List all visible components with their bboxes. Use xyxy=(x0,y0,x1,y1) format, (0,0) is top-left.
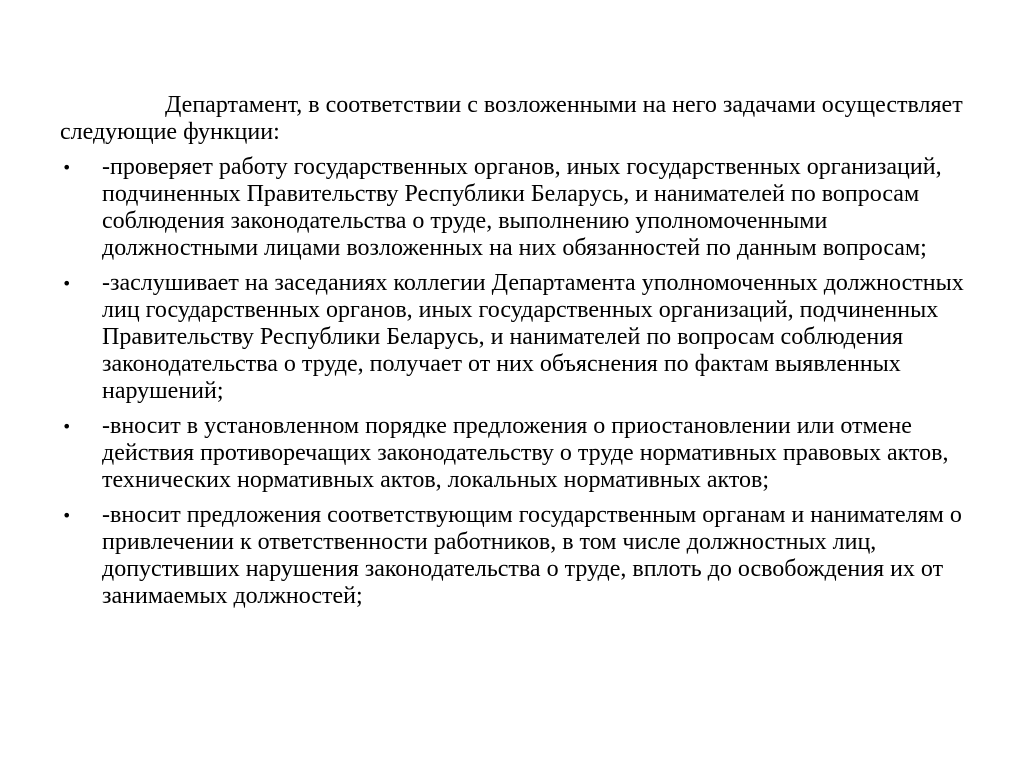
list-item-text: -вносит в установленном порядке предложения о приостановлении или отмене действия противоречащих законодательству о труде нормативных правовых актов, технических нормативных актов, локальных нормативных актов; xyxy=(102,413,949,493)
list-item-text: -проверяет работу государственных органов, иных государственных организаций, подчиненных Правительству Республики Беларусь, и нанимателей по вопросам соблюдения законодательства о труде, выполнению уполномоченными должностными лицами возложенных на них обязанностей по данным вопросам; xyxy=(102,154,942,261)
bullet-icon: • xyxy=(62,506,72,525)
list-item-text: -вносит предложения соответствующим государственным органам и нанимателям о привлечении к ответственности работников, в том числе должностных лиц, допустивших нарушения законодательства о труде, вплоть до освобождения их от занимаемых должностей; xyxy=(102,502,962,609)
list-item xyxy=(60,270,964,405)
bullet-icon: • xyxy=(62,417,72,436)
intro-paragraph: Департамент, в соответствии с возложенными на него задачами осуществляет следующие функции: xyxy=(60,92,963,145)
bullet-icon: • xyxy=(62,158,72,177)
list-item xyxy=(60,413,964,494)
list-item xyxy=(60,154,964,262)
functions-list xyxy=(60,154,964,610)
list-item-text: -заслушивает на заседаниях коллегии Департамента уполномоченных должностных лиц государственных органов, иных государственных организаций, подчиненных Правительству Республики Беларусь, и нанимателей по вопросам соблюдения законодательства о труде, получает от них объяснения по фактам выявленных нарушений; xyxy=(102,270,964,404)
bullet-icon: • xyxy=(62,274,72,293)
list-item xyxy=(60,502,964,610)
